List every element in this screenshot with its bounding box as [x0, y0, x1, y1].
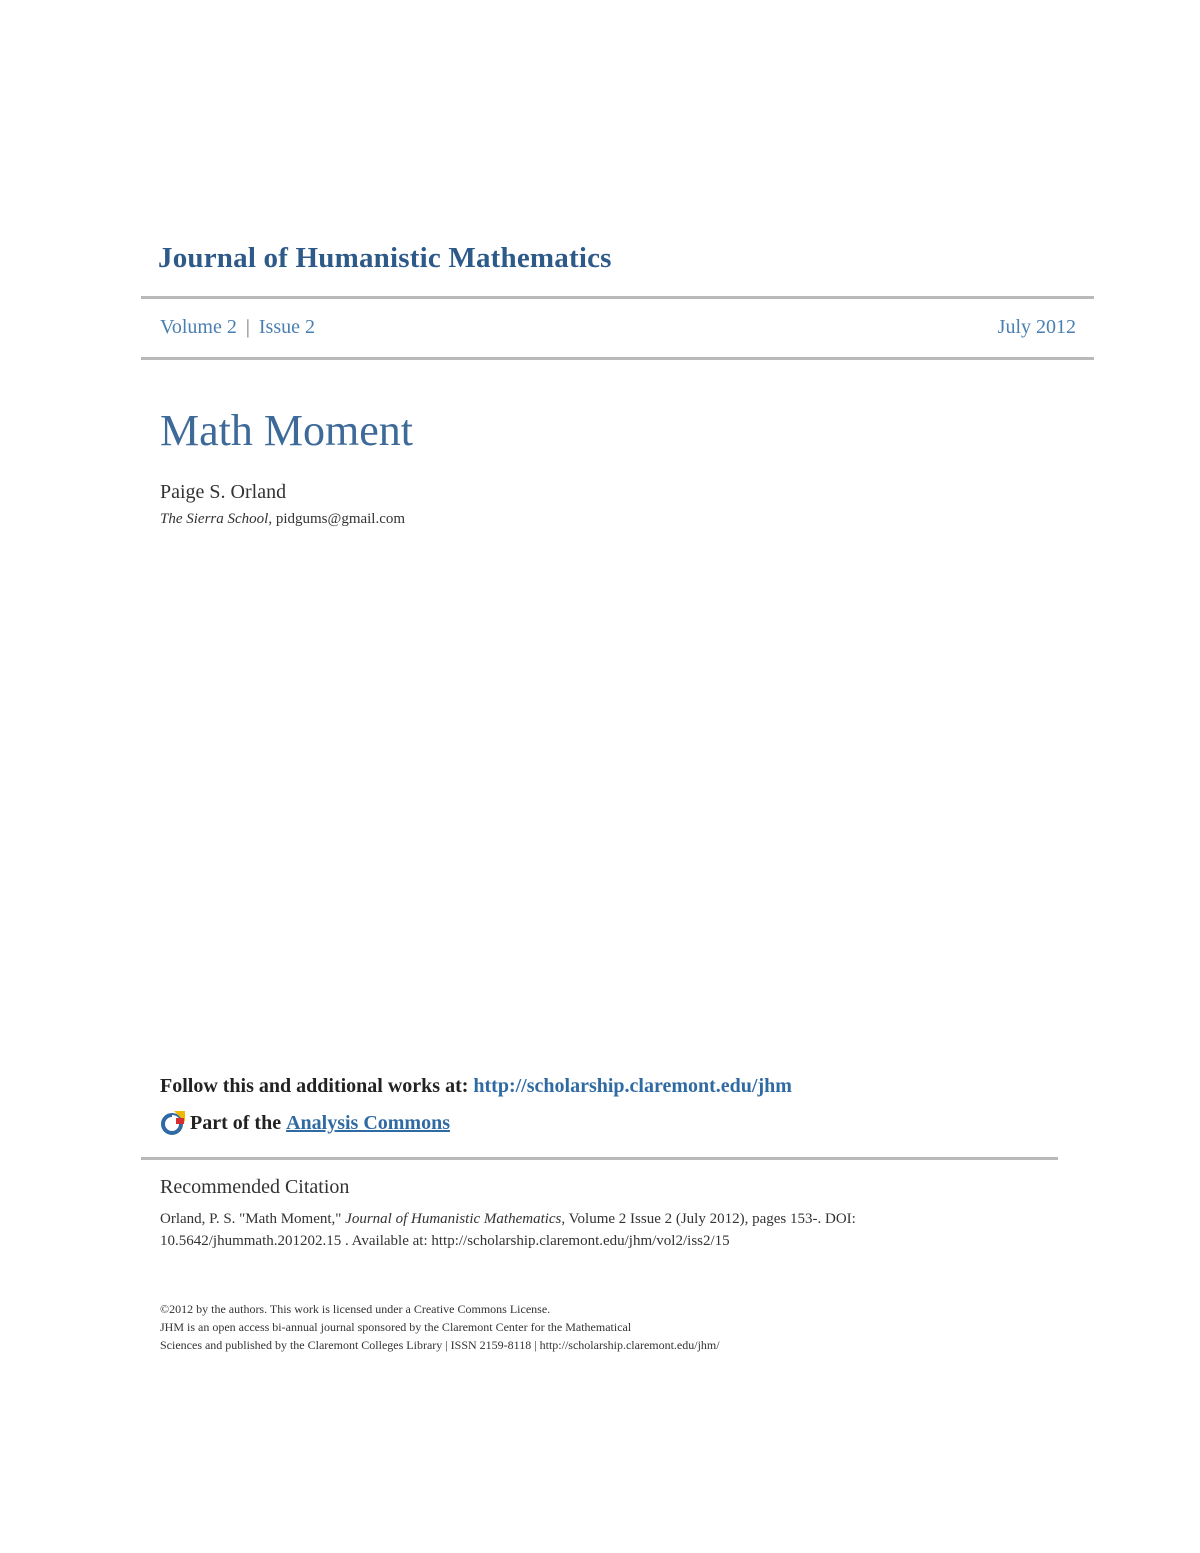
citation-part-1: Orland, P. S. "Math Moment,"	[160, 1211, 346, 1227]
article-title: Math Moment	[160, 406, 413, 455]
journal-url-link[interactable]: http://scholarship.claremont.edu/jhm	[473, 1075, 792, 1097]
author-affiliation	[160, 511, 405, 528]
author-name: Paige S. Orland	[160, 481, 287, 503]
author-institution: The Sierra School	[160, 511, 269, 527]
part-of-line	[160, 1110, 450, 1136]
issue-date: July 2012	[997, 316, 1076, 338]
citation-part-2: , Volume 2 Issue 2 (July 2012), pages 153-. DOI: 10.5642/jhummath.201202.15 . Available at: http://scholarship.claremont.edu/jhm/vol2/iss2/15	[160, 1211, 856, 1249]
citation-text	[160, 1208, 990, 1252]
license-line-1: ©2012 by the authors. This work is licensed under a Creative Commons License.	[160, 1302, 551, 1316]
volume-label: Volume 2	[160, 316, 237, 338]
citation-journal-name: Journal of Humanistic Mathematics	[345, 1211, 562, 1227]
license-line-3: Sciences and published by the Claremont Colleges Library | ISSN 2159-8118 | http://scholarship.claremont.edu/jhm/	[160, 1338, 720, 1352]
author-email: , pidgums@gmail.com	[268, 511, 406, 527]
citation-heading: Recommended Citation	[160, 1176, 350, 1198]
volume-issue	[160, 316, 315, 339]
digital-commons-network-icon	[160, 1110, 186, 1136]
citation-divider	[141, 1157, 1058, 1160]
follow-label: Follow this and additional works at:	[160, 1075, 474, 1097]
part-of-label: Part of the	[190, 1111, 282, 1134]
header-divider-top	[141, 296, 1094, 299]
analysis-commons-link[interactable]: Analysis Commons	[286, 1111, 450, 1134]
journal-title: Journal of Humanistic Mathematics	[158, 242, 612, 274]
license-line-2: JHM is an open access bi-annual journal sponsored by the Claremont Center for the Mathematical	[160, 1320, 632, 1334]
header-divider-bottom	[141, 357, 1094, 360]
volume-issue-separator: |	[245, 316, 250, 338]
follow-line	[160, 1075, 792, 1098]
issue-label: Issue 2	[258, 316, 315, 338]
license-block	[160, 1300, 920, 1354]
